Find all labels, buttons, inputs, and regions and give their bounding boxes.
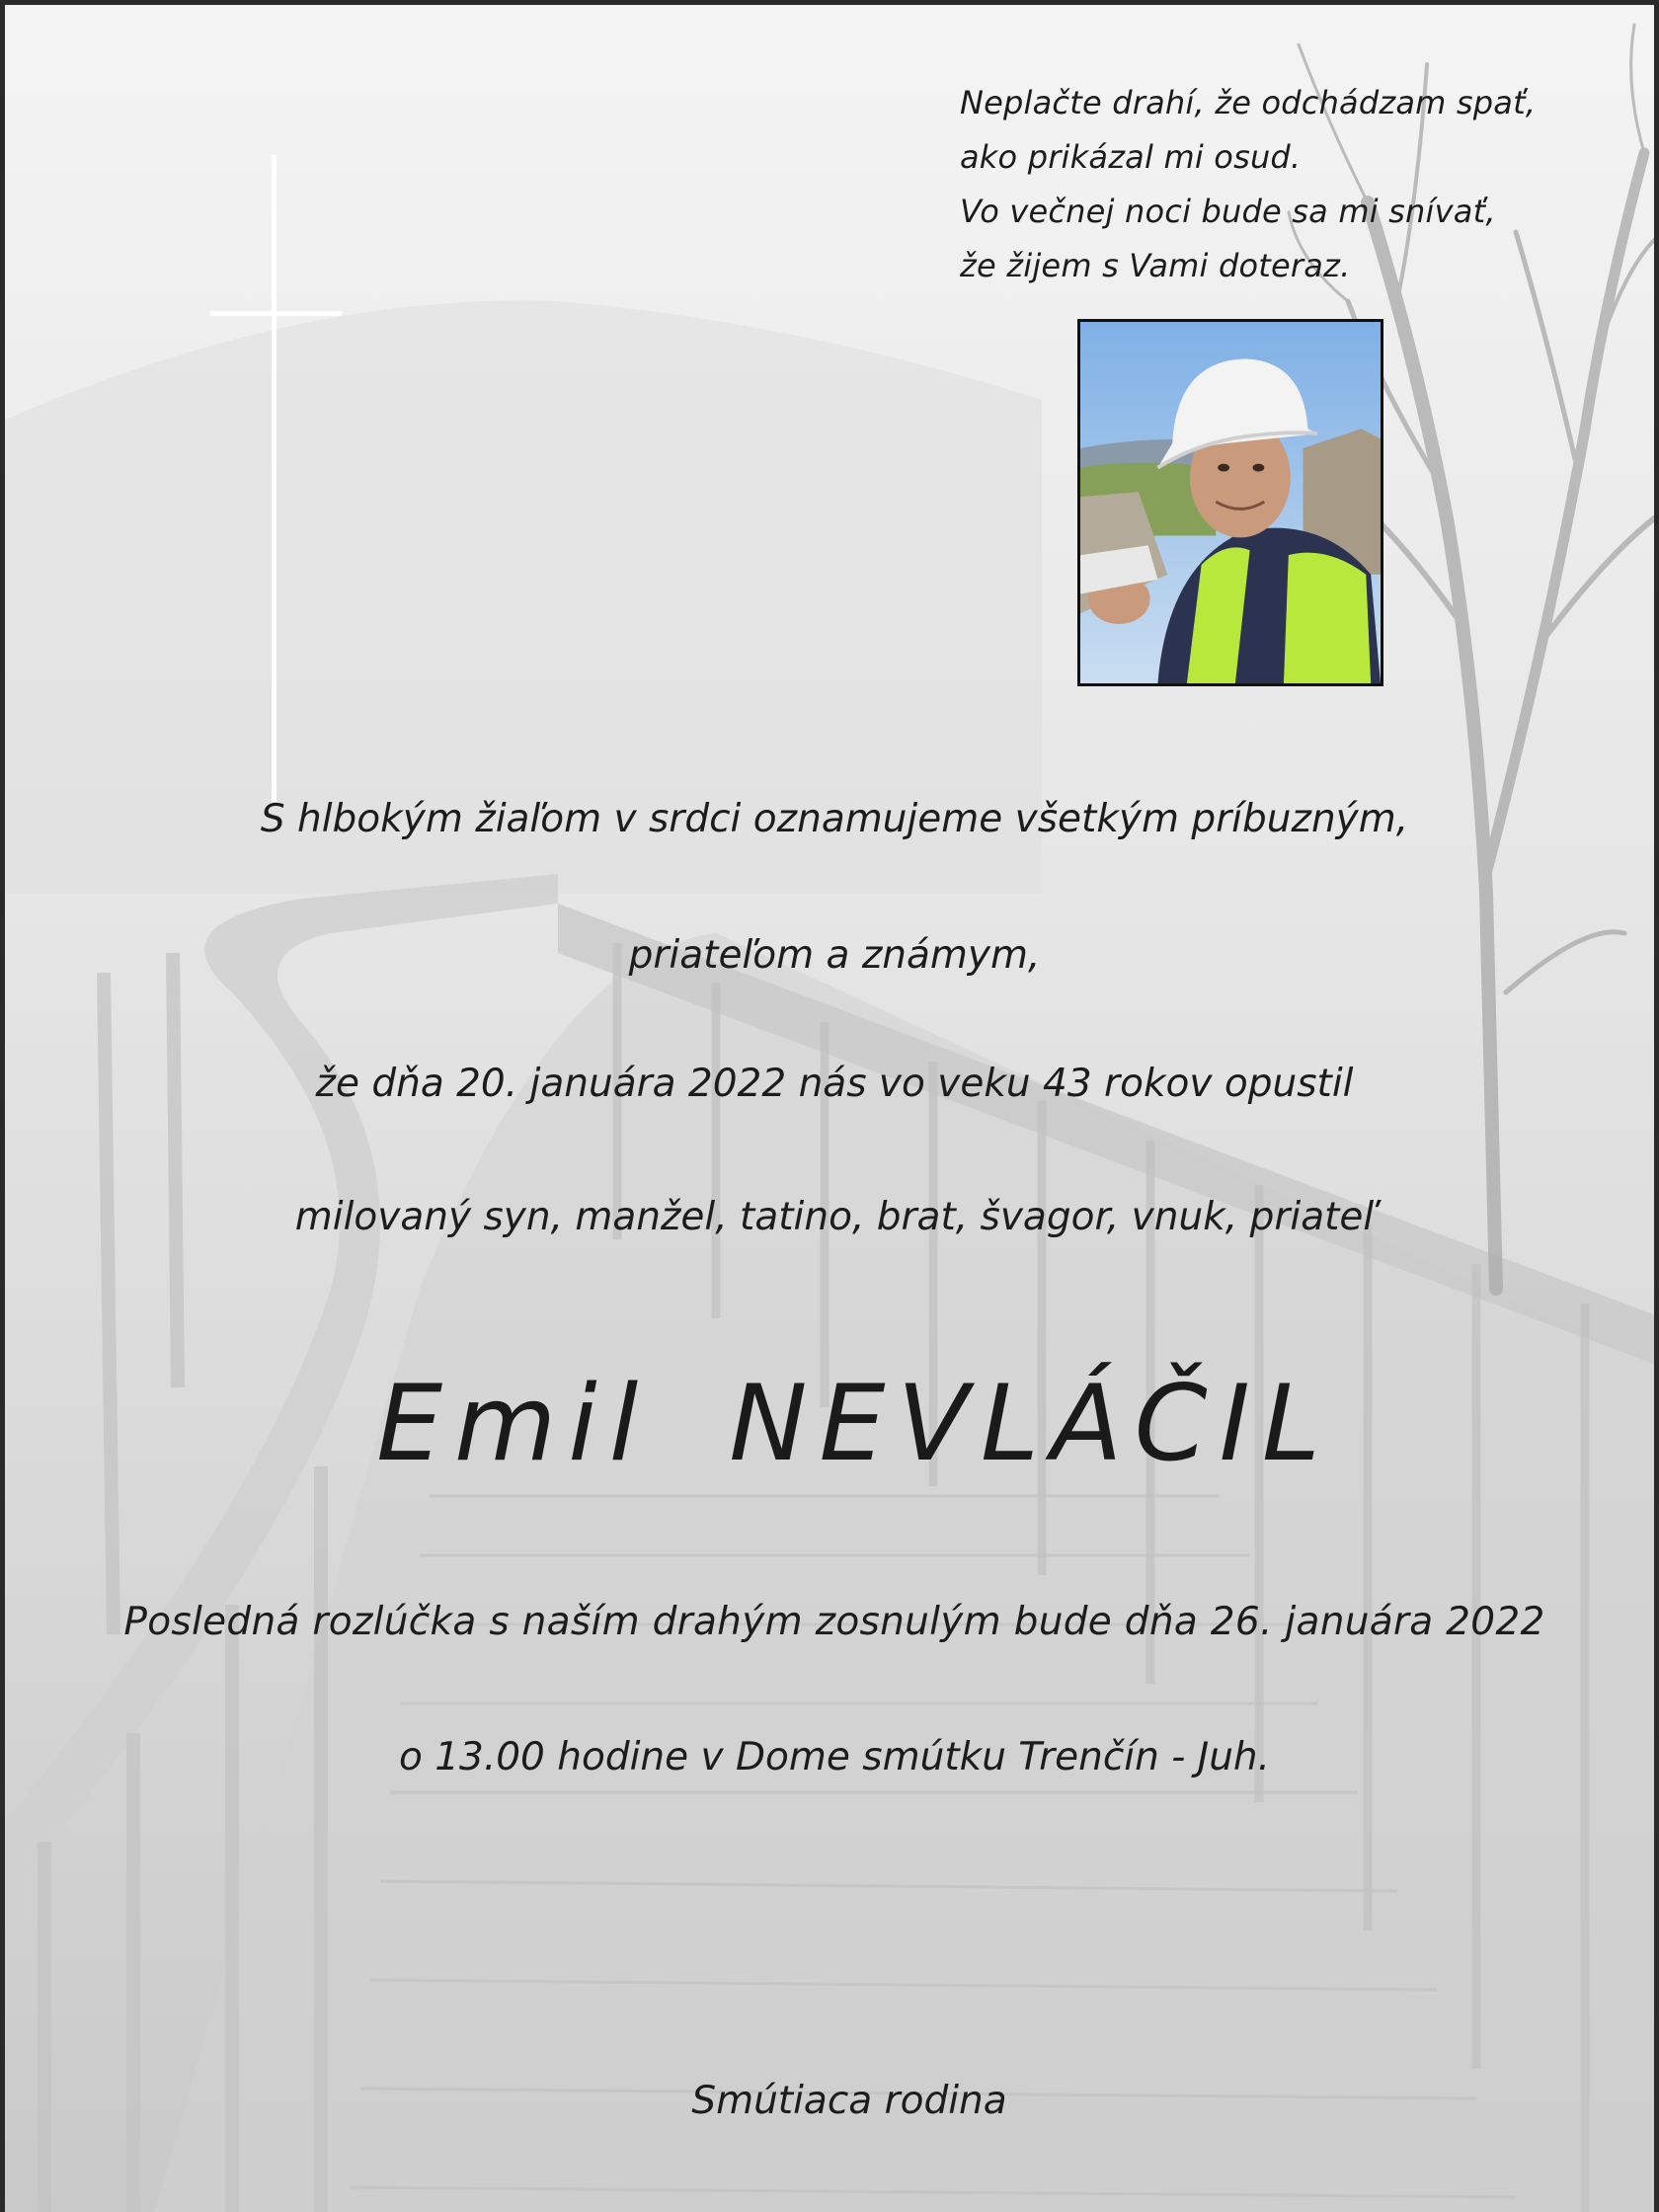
announcement-line-2: priateľom a známym, xyxy=(628,933,1041,978)
signature: Smútiaca rodina xyxy=(691,2079,1007,2123)
poem-line-2: ako prikázal mi osud. xyxy=(960,138,1302,176)
cross-vertical-bar xyxy=(272,155,276,802)
memorial-poem xyxy=(960,76,1631,293)
funeral-line-2: o 13.00 hodine v Dome smútku Trenčín - Juh. xyxy=(398,1735,1271,1779)
deceased-name xyxy=(5,1363,1659,1484)
announcement-line-3: že dňa 20. januára 2022 nás vo veku 43 rokov opustil xyxy=(315,1062,1354,1106)
announcement-line-1: S hlbokým žiaľom v srdci oznamujeme všetkým príbuzným, xyxy=(260,797,1409,841)
deceased-first-name: Emil xyxy=(376,1363,651,1484)
foggy-bridge-background xyxy=(5,5,1659,2212)
portrait-photo xyxy=(1077,319,1383,686)
announcement-line-4: milovaný syn, manžel, tatino, brat, švagor, vnuk, priateľ xyxy=(294,1195,1375,1239)
poem-line-1: Neplačte drahí, že odchádzam spať, xyxy=(960,84,1537,121)
poem-line-3: Vo večnej noci bude sa mi snívať, xyxy=(960,193,1496,230)
deceased-last-name: NEVLÁČIL xyxy=(729,1363,1332,1484)
funeral-line-1: Posledná rozlúčka s naším drahým zosnulým bude dňa 26. januára 2022 xyxy=(123,1600,1545,1644)
poem-line-4: že žijem s Vami doteraz. xyxy=(960,247,1351,284)
cross-horizontal-bar xyxy=(210,311,342,316)
